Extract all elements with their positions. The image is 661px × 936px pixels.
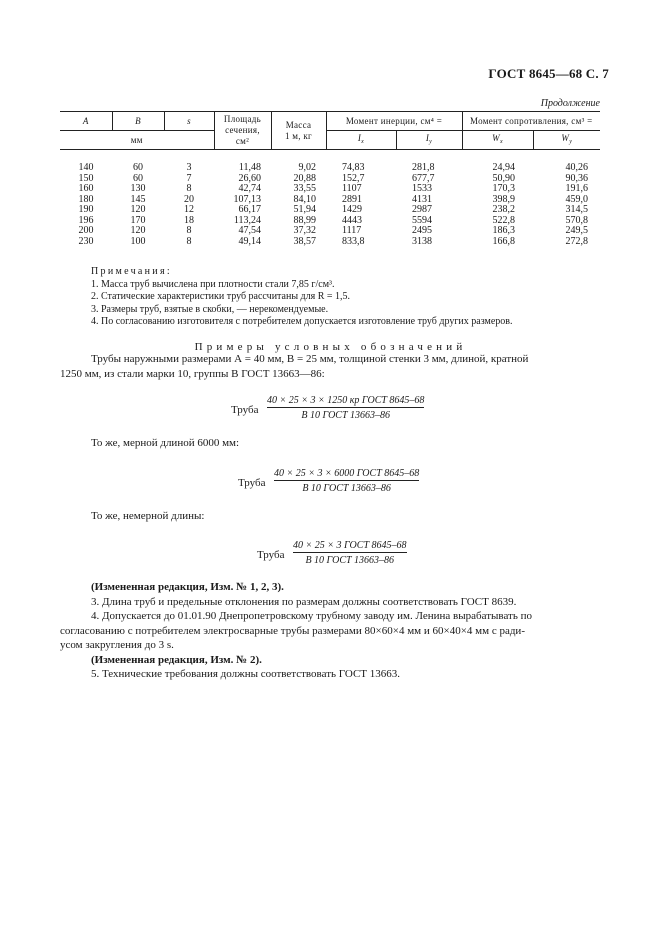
- table-row: [60, 150, 600, 174]
- formula-1-denominator: В 10 ГОСТ 13663–86: [301, 410, 391, 421]
- table-cell: 180: [78, 193, 94, 205]
- amendment-1-text: (Измененная редакция, Изм. № 1, 2, 3).: [91, 581, 284, 593]
- table-cell: 3: [186, 162, 192, 173]
- formula-2-word: Труба: [238, 477, 266, 489]
- table-cell: 230: [78, 235, 94, 247]
- table-cell: 272,8: [565, 235, 589, 247]
- formula-2-numerator: 40 × 25 × 3 × 6000 ГОСТ 8645–68: [274, 468, 420, 479]
- wy-symbol: W: [561, 132, 570, 143]
- col-s-header: s: [164, 112, 214, 131]
- same-unmeasured-text: То же, немерной длины:: [91, 510, 205, 522]
- ix-symbol: I: [357, 132, 362, 143]
- table-cell: 100: [130, 235, 146, 247]
- table-cell: 38,57: [293, 235, 316, 247]
- col-a-header: A: [60, 112, 112, 131]
- table-cell: 8: [186, 235, 192, 247]
- table-cell: 26,60: [238, 172, 261, 184]
- table-cell: 4443: [342, 214, 362, 226]
- table-cell: 8: [186, 225, 192, 236]
- pipe-dimensions-table: [60, 111, 600, 247]
- table-cell: 60: [133, 162, 143, 173]
- formula-3-denominator: В 10 ГОСТ 13663–86: [305, 555, 395, 566]
- table-cell: 47,54: [238, 225, 261, 236]
- same-measured-text: То же, мерной длиной 6000 мм:: [91, 437, 240, 449]
- note-3: 3. Размеры труб, взятые в скобки, — нерекомендуемые.: [91, 303, 329, 315]
- table-cell: 37,32: [293, 225, 316, 236]
- formula-3-word: Труба: [257, 549, 285, 561]
- wx-symbol: W: [492, 132, 500, 143]
- moment-resistance-header: Момент сопротивления, см³ =: [462, 112, 600, 131]
- table-cell: 51,94: [293, 204, 316, 215]
- table-cell: 74,83: [342, 162, 365, 173]
- table-cell: 8: [186, 183, 192, 194]
- page-header: ГОСТ 8645—68 С. 7: [488, 66, 609, 81]
- col-wy-header: [533, 131, 600, 150]
- col-area-header: [214, 112, 271, 150]
- formula-2-fraction: [274, 468, 419, 494]
- iy-subscript: y: [429, 138, 433, 145]
- table-cell: 113,24: [233, 214, 261, 226]
- amendment-2: [60, 653, 600, 668]
- examples-title: Примеры условных обозначений: [194, 341, 467, 353]
- table-cell: 9,02: [298, 162, 316, 173]
- col-b-header: B: [112, 112, 164, 131]
- table-cell: 170,3: [492, 183, 516, 194]
- iy-symbol: I: [425, 132, 430, 143]
- table-cell: 150: [78, 172, 94, 184]
- area-header-line3: см²: [235, 136, 250, 146]
- table-cell: 12: [184, 204, 194, 215]
- table-cell: 42,74: [238, 183, 261, 194]
- col-iy-header: [396, 131, 462, 150]
- area-header-line2: сечения,: [225, 125, 260, 135]
- clause-5: 5. Технические требования должны соответствовать ГОСТ 13663.: [91, 668, 400, 680]
- table-cell: 5594: [412, 214, 432, 226]
- notes-block: [91, 266, 513, 329]
- clause-4-line2: согласованию с потребителем электросварные трубы размерами 80×60×4 мм и 60×40×4 мм с ради-: [60, 624, 525, 637]
- table-cell: 160: [78, 183, 94, 194]
- formula-3-fraction: [293, 540, 407, 566]
- table-cell: 11,48: [238, 162, 261, 173]
- table-cell: 20,88: [293, 172, 316, 184]
- table-cell: 1429: [342, 204, 362, 215]
- table-cell: 2495: [412, 225, 432, 236]
- table-cell: 398,9: [492, 193, 516, 205]
- table-cell: 314,5: [565, 204, 589, 215]
- table-cell: 1533: [412, 183, 432, 194]
- note-1: 1. Масса труб вычислена при плотности стали 7,85 г/см³.: [91, 278, 335, 290]
- table-cell: 281,8: [412, 162, 435, 173]
- table-cell: 570,8: [565, 214, 589, 226]
- table-cell: 107,13: [233, 193, 261, 205]
- table-cell: 49,14: [238, 235, 261, 247]
- table-cell: 66,17: [238, 204, 261, 215]
- formula-1-numerator: 40 × 25 × 3 × 1250 кр ГОСТ 8645–68: [267, 395, 425, 406]
- table-cell: 120: [130, 225, 146, 236]
- table-cell: 40,26: [565, 162, 589, 173]
- table-row: [60, 237, 600, 248]
- unit-header: мм: [130, 134, 143, 145]
- example-intro-line1: Трубы наружными размерами А = 40 мм, В = 25 мм, толщиной стенки 3 мм, длиной, кратной: [91, 353, 529, 365]
- table-row: [60, 205, 600, 216]
- formula-1-word: Труба: [231, 404, 259, 416]
- table-cell: 191,6: [565, 183, 589, 194]
- formula-2-denominator: В 10 ГОСТ 13663–86: [302, 483, 391, 494]
- table-cell: 18: [184, 214, 194, 226]
- table-cell: 120: [130, 204, 146, 215]
- table-cell: 140: [78, 162, 94, 173]
- table-cell: 190: [78, 204, 94, 215]
- table-cell: 1107: [342, 183, 362, 194]
- table-cell: 90,36: [565, 172, 589, 184]
- table-cell: 170: [130, 214, 146, 226]
- table-cell: 20: [184, 193, 194, 205]
- table-row: [60, 184, 600, 195]
- table-cell: 84,10: [293, 193, 316, 205]
- table-cell: 196: [78, 214, 94, 226]
- table-cell: 152,7: [342, 172, 365, 184]
- table-cell: 186,3: [492, 225, 516, 236]
- table-cell: 2987: [412, 204, 432, 215]
- col-ix-header: [326, 131, 396, 150]
- bottom-paragraphs: [60, 580, 600, 682]
- notes-title: Примечания:: [91, 266, 172, 277]
- col-wx-header: [462, 131, 533, 150]
- table-cell: 238,2: [492, 204, 516, 215]
- table-cell: 833,8: [342, 235, 365, 247]
- formula-3-numerator: 40 × 25 × 3 ГОСТ 8645–68: [293, 540, 407, 551]
- table-cell: 1117: [342, 225, 362, 236]
- clause-4-line3: усом закругления до 3 s.: [60, 639, 174, 651]
- continuation-label: Продолжение: [540, 98, 600, 109]
- moment-inertia-header: Момент инерции, см⁴ =: [326, 112, 462, 131]
- formula-1-fraction: [267, 395, 424, 421]
- clause-4-line1: 4. Допускается до 01.01.90 Днепропетровскому трубному заводу им. Ленина вырабатывать по: [91, 610, 532, 622]
- mass-header-line2: 1 м, кг: [284, 130, 313, 141]
- note-4: 4. По согласованию изготовителя с потребителем допускается изготовление труб других размеров.: [91, 316, 513, 327]
- table-cell: 166,8: [492, 235, 516, 247]
- example-intro-line2: 1250 мм, из стали марки 10, группы В ГОСТ 13663—86:: [60, 367, 325, 380]
- ix-subscript: x: [361, 138, 365, 145]
- table-cell: 50,90: [492, 172, 516, 184]
- table-cell: 7: [186, 172, 192, 184]
- table-cell: 130: [130, 183, 146, 194]
- table-cell: 522,8: [492, 214, 516, 226]
- example-intro: [60, 352, 599, 381]
- table-cell: 4131: [412, 193, 432, 205]
- table-cell: 459,0: [565, 193, 589, 205]
- table-row: [60, 226, 600, 237]
- mass-header-line1: Масса: [285, 119, 312, 130]
- amendment-1: [60, 580, 600, 595]
- table-cell: 145: [130, 193, 146, 205]
- table-cell: 24,94: [492, 162, 516, 173]
- col-mass-header: [271, 112, 326, 150]
- wx-subscript: x: [499, 138, 503, 145]
- table-body: [60, 150, 600, 248]
- wy-subscript: y: [569, 138, 573, 145]
- table-cell: 200: [78, 225, 94, 236]
- note-2: 2. Статические характеристики труб рассчитаны для R = 1,5.: [91, 291, 351, 302]
- table-cell: 249,5: [565, 225, 589, 236]
- clause-3: 3. Длина труб и предельные отклонения по размерам должны соответствовать ГОСТ 8639.: [91, 595, 517, 608]
- table-cell: 88,99: [293, 214, 316, 226]
- table-cell: 2891: [342, 193, 362, 205]
- table-cell: 33,55: [293, 183, 316, 194]
- table-cell: 677,7: [412, 172, 435, 184]
- table-cell: 60: [133, 172, 143, 184]
- area-header-line1: Площадь: [223, 114, 262, 124]
- table-cell: 3138: [412, 235, 432, 247]
- amendment-2-text: (Измененная редакция, Изм. № 2).: [91, 653, 262, 666]
